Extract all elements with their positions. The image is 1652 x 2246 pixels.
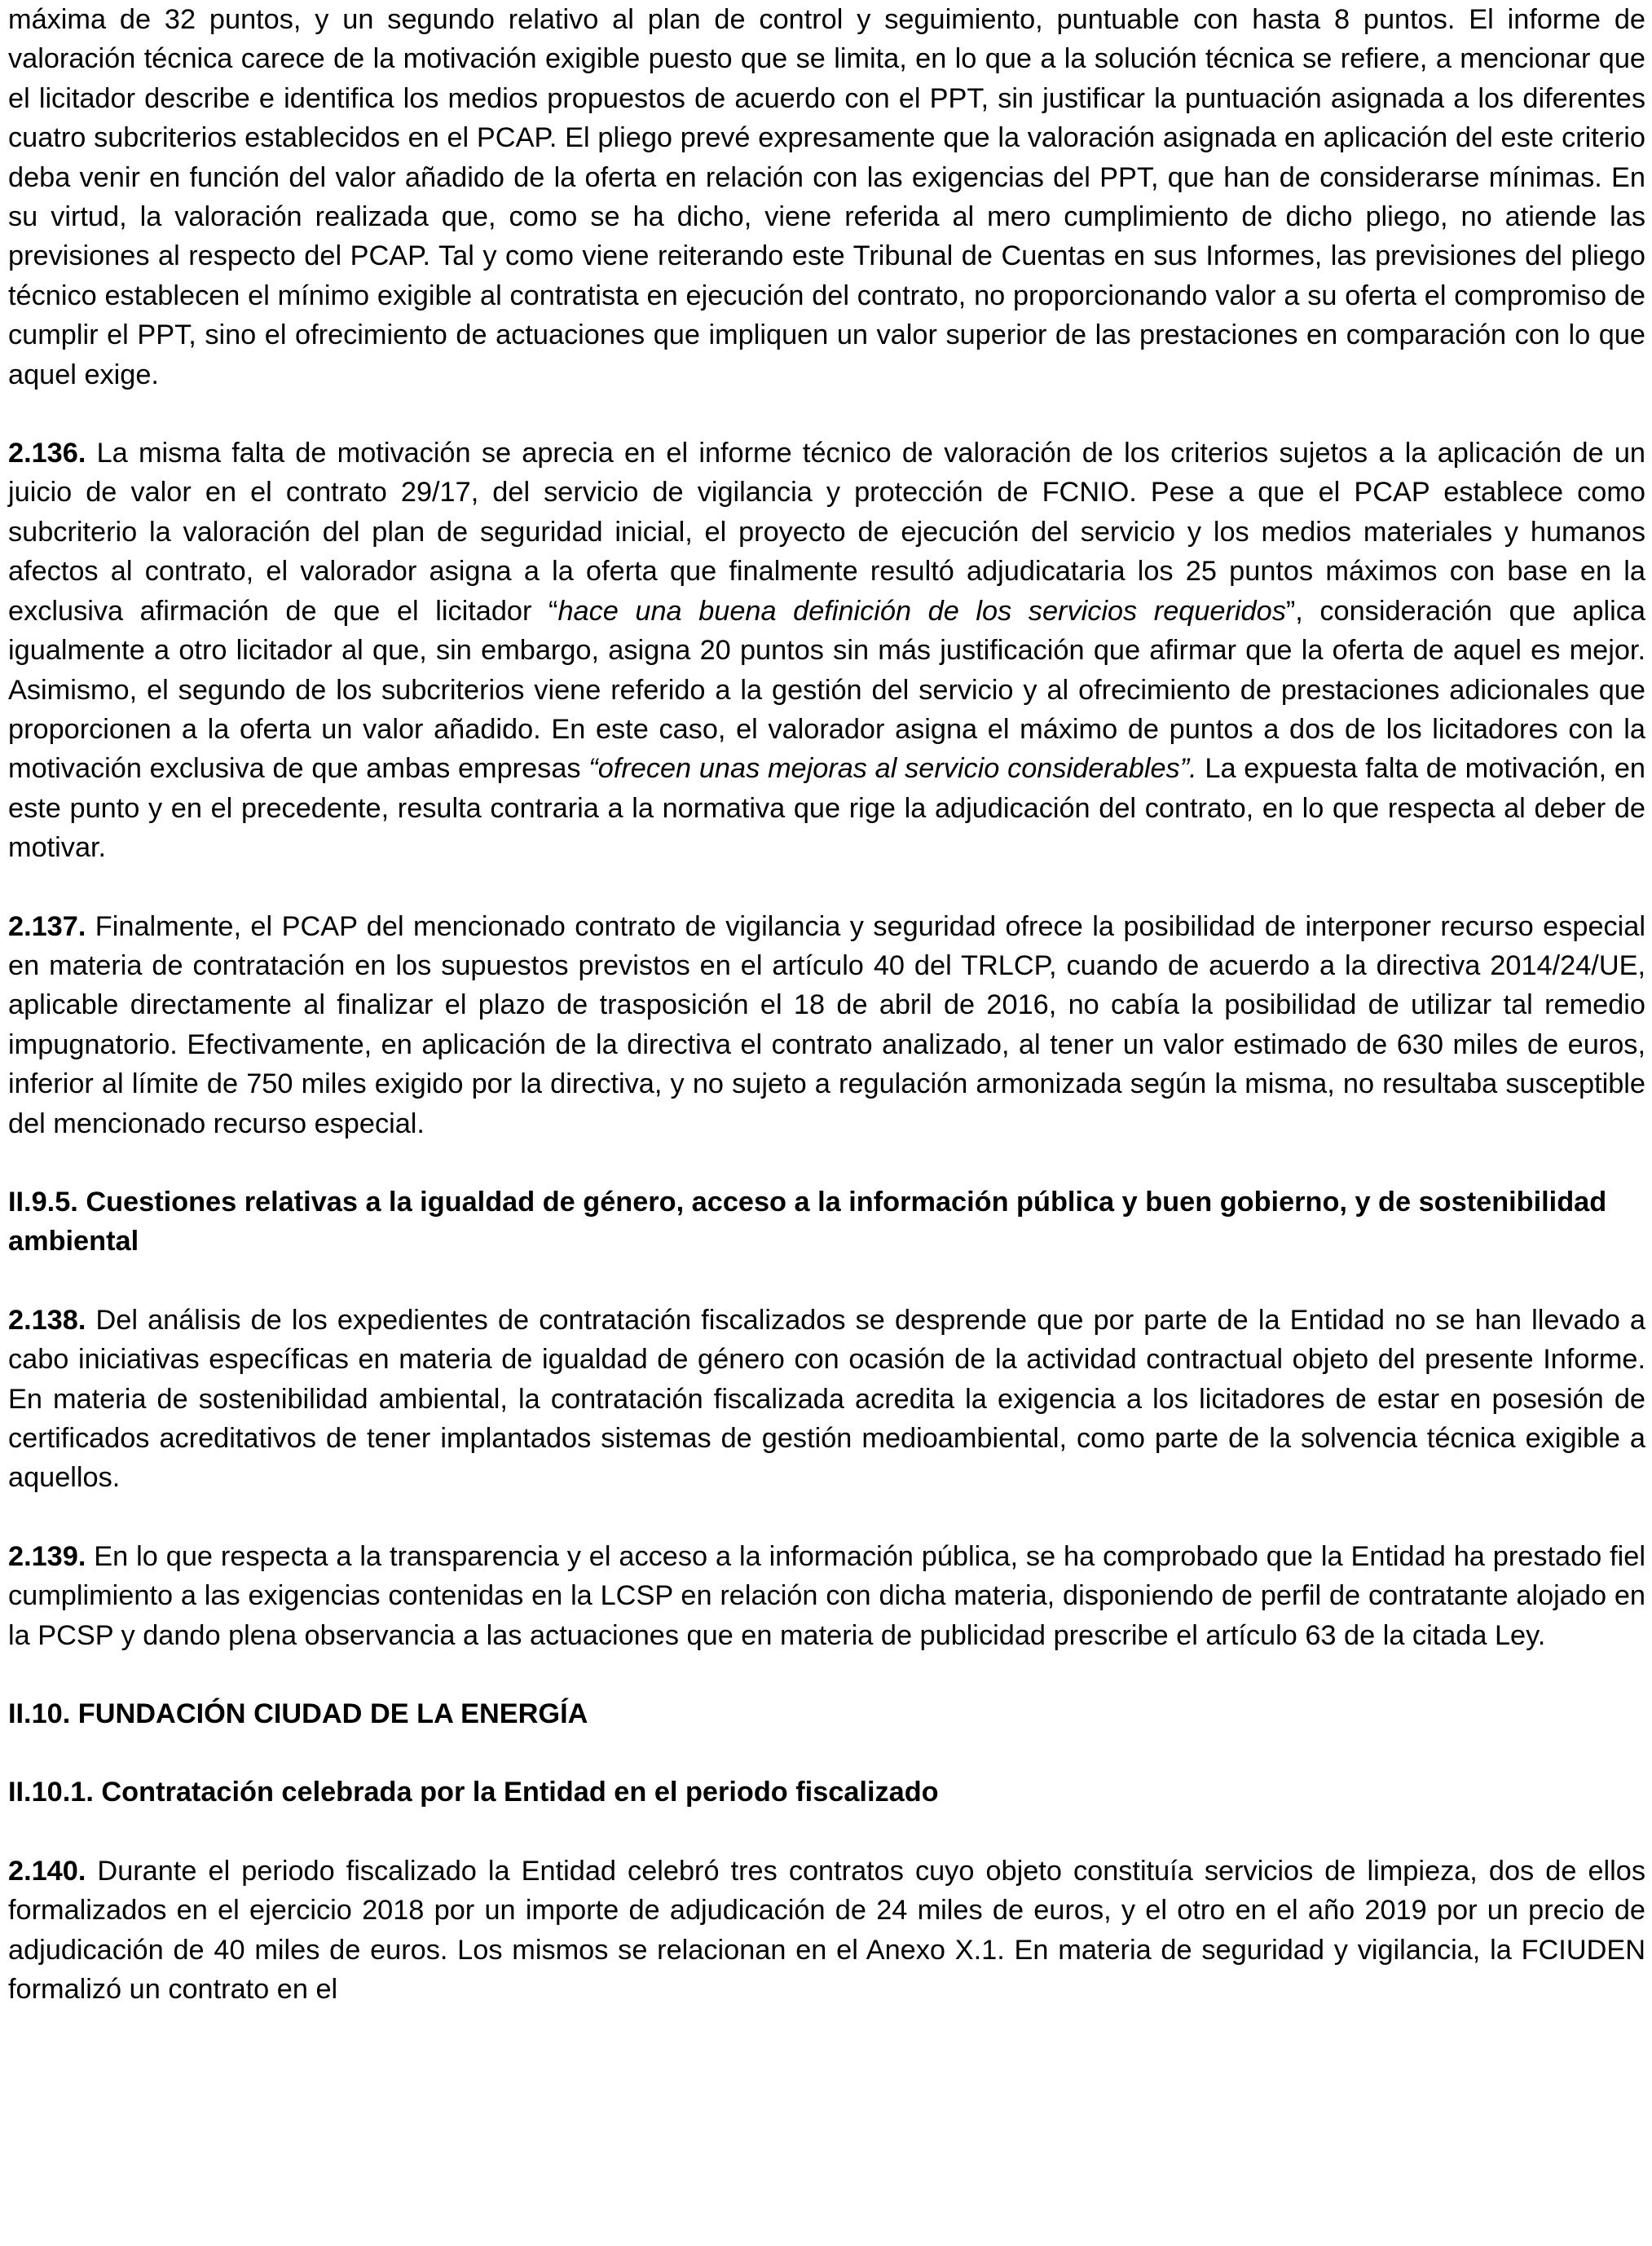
section-heading-ii-10-1: II.10.1. Contratación celebrada por la Entidad en el periodo fiscalizado bbox=[8, 1777, 939, 1808]
paragraph-text: En lo que respecta a la transparencia y el acceso a la información pública, se ha comprobado que la Entidad ha prestado fiel cumplimiento a las exigencias contenidas en la LCSP en relación con dicha materia, disponiendo de perfil de contratante alojado en la PCSP y dando plena observancia a las actuaciones que en materia de publicidad prescribe el artículo 63 de la citada Ley. bbox=[8, 1540, 1645, 1651]
paragraph-2-139 bbox=[8, 1537, 1645, 1655]
paragraph-number: 2.140. bbox=[8, 1855, 86, 1887]
paragraph-number: 2.138. bbox=[8, 1304, 86, 1336]
quoted-text: hace una buena definición de los servicios requeridos bbox=[557, 595, 1286, 627]
paragraph-text: Durante el periodo fiscalizado la Entidad celebró tres contratos cuyo objeto constituía servicios de limpieza, dos de ellos formalizados en el ejercicio 2018 por un importe de adjudicación de 24 miles de euros, y el otro en el año 2019 por un precio de adjudicación de 40 miles de euros. Los mismos se relacionan en el Anexo X.1. En materia de seguridad y vigilancia, la FCIUDEN formalizó un contrato en el bbox=[8, 1855, 1645, 2006]
paragraph-2-138 bbox=[8, 1301, 1645, 1498]
paragraph-text: máxima de 32 puntos, y un segundo relativo al plan de control y seguimiento, puntuable con hasta 8 puntos. El informe de valoración técnica carece de la motivación exigible puesto que se limita, en lo que a la solución técnica se refiere, a mencionar que el licitador describe e identifica los medios propuestos de acuerdo con el PPT, sin justificar la puntuación asignada a los diferentes cuatro subcriterios establecidos en el PCAP. El pliego prevé expresamente que la valoración asignada en aplicación del este criterio deba venir en función del valor añadido de la oferta en relación con las exigencias del PPT, que han de considerarse mínimas. En su virtud, la valoración realizada que, como se ha dicho, viene referida al mero cumplimiento de dicho pliego, no atiende las previsiones al respecto del PCAP. Tal y como viene reiterando este Tribunal de Cuentas en sus Informes, las previsiones del pliego técnico establecen el mínimo exigible al contratista en ejecución del contrato, no proporcionando valor a su oferta el compromiso de cumplir el PPT, sino el ofrecimiento de actuaciones que impliquen un valor superior de las prestaciones en comparación con lo que aquel exige. bbox=[8, 4, 1645, 390]
paragraph-number: 2.137. bbox=[8, 910, 86, 942]
paragraph-text: Del análisis de los expedientes de contratación fiscalizados se desprende que por parte de la Entidad no se han llevado a cabo iniciativas específicas en materia de igualdad de género con ocasión de la actividad contractual objeto del presente Informe. En materia de sostenibilidad ambiental, la contratación fiscalizada acredita la exigencia a los licitadores de estar en posesión de certificados acreditativos de tener implantados sistemas de gestión medioambiental, como parte de la solvencia técnica exigible a aquellos. bbox=[8, 1304, 1645, 1494]
paragraph-2-137 bbox=[8, 907, 1645, 1143]
section-heading-ii-9-5: II.9.5. Cuestiones relativas a la igualdad de género, acceso a la información pública y buen gobierno, y de sostenibilidad ambiental bbox=[8, 1186, 1607, 1257]
paragraph-text: Finalmente, el PCAP del mencionado contrato de vigilancia y seguridad ofrece la posibilidad de interponer recurso especial en materia de contratación en los supuestos previstos en el artículo 40 del TRLCP, cuando de acuerdo a la directiva 2014/24/UE, aplicable directamente al finalizar el plazo de trasposición el 18 de abril de 2016, no cabía la posibilidad de utilizar tal remedio impugnatorio. Efectivamente, en aplicación de la directiva el contrato analizado, al tener un valor estimado de 630 miles de euros, inferior al límite de 750 miles exigido por la directiva, y no sujeto a regulación armonizada según la misma, no resultaba susceptible del mencionado recurso especial. bbox=[8, 910, 1645, 1139]
paragraph-2-136 bbox=[8, 434, 1645, 867]
paragraph-text: La expuesta falta de motivación, en este punto y en el precedente, resulta contraria a la normativa que rige la adjudicación del contrato, en lo que respecta al deber de motivar. bbox=[8, 753, 1646, 864]
paragraph-text: ”, consideración que aplica igualmente a otro licitador al que, sin embargo, asigna 20 puntos sin más justificación que afirmar que la oferta de aquel es mejor. Asimismo, el segundo de los subcriterios viene referido a la gestión del servicio y al ofrecimiento de prestaciones adicionales que proporcionen a la oferta un valor añadido. En este caso, el valorador asigna el máximo de puntos a dos de los licitadores con la motivación exclusiva de que ambas empresas bbox=[8, 595, 1646, 785]
quoted-text: “ofrecen unas mejoras al servicio considerables”. bbox=[588, 753, 1197, 785]
paragraph-number: 2.136. bbox=[8, 438, 86, 469]
paragraph-number: 2.139. bbox=[8, 1540, 86, 1572]
paragraph-text: La misma falta de motivación se aprecia en el informe técnico de valoración de los criterios sujetos a la aplicación de un juicio de valor en el contrato 29/17, del servicio de vigilancia y protección de FCNIO. Pese a que el PCAP establece como subcriterio la valoración del plan de seguridad inicial, el proyecto de ejecución del servicio y los medios materiales y humanos afectos al contrato, el valorador asigna a la oferta que finalmente resultó adjudicataria los 25 puntos máximos con base en la exclusiva afirmación de que el licitador “ bbox=[8, 438, 1645, 627]
paragraph-intro bbox=[8, 0, 1645, 394]
paragraph-2-140 bbox=[8, 1852, 1645, 2010]
section-heading-ii-10: II.10. FUNDACIÓN CIUDAD DE LA ENERGÍA bbox=[8, 1698, 588, 1730]
